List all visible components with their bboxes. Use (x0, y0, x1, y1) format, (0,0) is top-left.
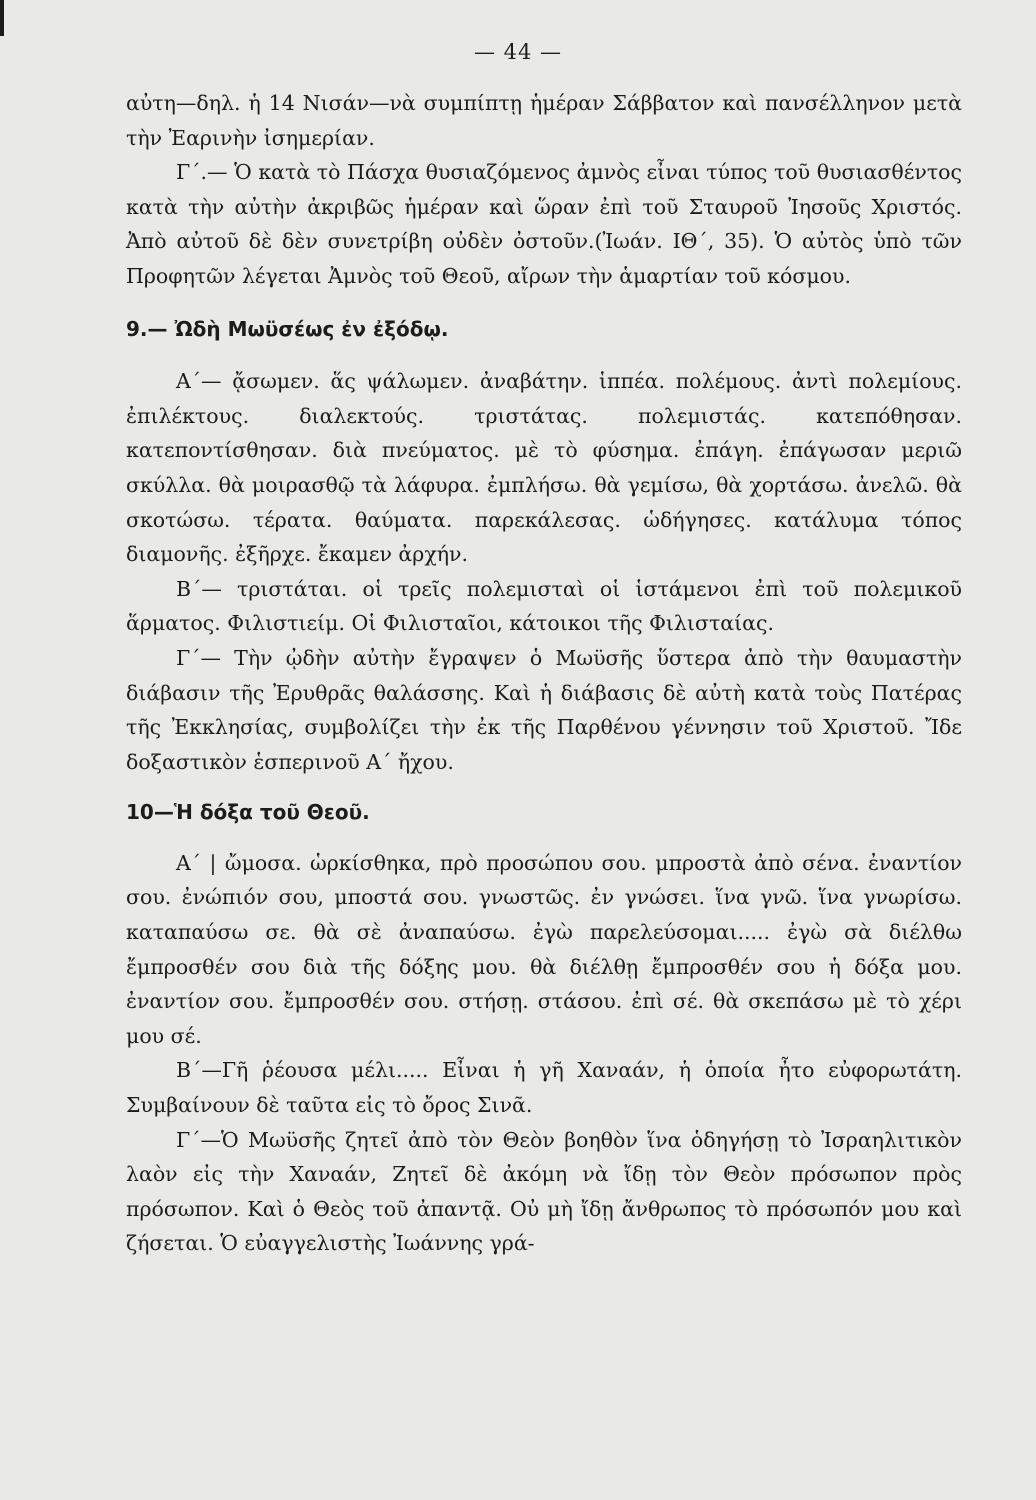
section-heading-9: 9.— Ὠδὴ Μωϋσέως ἐν ἐξόδῳ. (126, 316, 449, 341)
paragraph-9-beta: Β΄— τριστάται. οἱ τρεῖς πολεμισταὶ οἱ ἱστάμενοι ἐπὶ τοῦ πολεμικοῦ ἅρματος. Φιλιστιείμ. Οἱ Φιλισταῖοι, κάτοικοι τῆς Φιλισταίας. (126, 576, 962, 636)
section-heading-10: 10—Ἡ δόξα τοῦ Θεοῦ. (126, 800, 370, 825)
paragraph-10-beta: Β΄—Γῆ ῥέουσα μέλι..... Εἶναι ἡ γῆ Χαναάν, ἡ ὁποία ἦτο εὐφορωτάτη. Συμβαίνουν δὲ ταῦτα εἰς τὸ ὄρος Σινᾶ. (126, 1058, 962, 1118)
scan-edge-mark (0, 0, 4, 36)
paragraph-9-gamma: Γ΄— Τὴν ᾠδὴν αὐτὴν ἔγραψεν ὁ Μωϋσῆς ὕστερα ἀπὸ τὴν θαυμαστὴν διάβασιν τῆς Ἐρυθρᾶς θαλάσσης. Καὶ ἡ διάβασις δὲ αὐτὴ κατὰ τοὺς Πατέρας τῆς Ἐκκλησίας, συμβολίζει τὴν ἐκ τῆς Παρθένου γέννησιν τοῦ Χριστοῦ. Ἴδε δοξαστικὸν ἑσπερινοῦ Α΄ ἤχου. (126, 645, 962, 774)
paragraph-gamma: Γ΄.— Ὁ κατὰ τὸ Πάσχα θυσιαζόμενος ἀμνὸς εἶναι τύπος τοῦ θυσιασθέντος κατὰ τὴν αὐτὴν ἀκριβῶς ἡμέραν καὶ ὥραν ἐπὶ τοῦ Σταυροῦ Ἰησοῦς Χριστός. Ἀπὸ αὐτοῦ δὲ δὲν συνετρίβη οὐδὲν ὀστοῦν.(Ἰωάν. ΙΘ΄, 35). Ὁ αὐτὸς ὑπὸ τῶν Προφητῶν λέγεται Ἀμνὸς τοῦ Θεοῦ, αἴρων τὴν ἁμαρτίαν τοῦ κόσμου. (126, 160, 962, 288)
paragraph-continuation: αὐτη—δηλ. ἡ 14 Νισάν—νὰ συμπίπτῃ ἡμέραν Σάββατον καὶ πανσέλληνον μετὰ τὴν Ἐαρινὴν ἰσημερίαν. (126, 91, 962, 150)
paragraph-10-gamma: Γ΄—Ὁ Μωϋσῆς ζητεῖ ἀπὸ τὸν Θεὸν βοηθὸν ἵνα ὁδηγήσῃ τὸ Ἰσραηλιτικὸν λαὸν εἰς τὴν Χαναάν, Ζητεῖ δὲ ἀκόμη νὰ ἴδῃ τὸν Θεὸν πρόσωπον πρὸς πρόσωπον. Καὶ ὁ Θεὸς τοῦ ἀπαντᾷ. Οὐ μὴ ἴδῃ ἄνθρωπος τὸ πρόσωπόν μου καὶ ζήσεται. Ὁ εὐαγγελιστὴς Ἰωάννης γρά- (126, 1127, 962, 1256)
paragraph-9-alpha: Α΄— ᾄσωμεν. ἅς ψάλωμεν. ἀναβάτην. ἱππέα. πολέμους. ἀντὶ πολεμίους. ἐπιλέκτους. διαλεκτούς. τριστάτας. πολεμιστάς. κατεπόθησαν. κατεποντίσθησαν. διὰ πνεύματος. μὲ τὸ φύσημα. ἐπάγη. ἐπάγωσαν μεριῶ σκύλλα. θὰ μοιρασθῷ τὰ λάφυρα. ἐμπλήσω. θὰ γεμίσω, θὰ χορτάσω. ἀνελῶ. θὰ σκοτώσω. τέρατα. θαύματα. παρεκάλεσας. ὡδήγησες. κατάλυμα τόπος διαμονῆς. ἐξῆρχε. ἔκαμεν ἀρχήν. (126, 369, 962, 567)
page-text (126, 86, 962, 1261)
page-number: — 44 — (473, 40, 563, 64)
paragraph-10-alpha: Α΄ | ὤμοσα. ὡρκίσθηκα, πρὸ προσώπου σου. μπροστὰ ἀπὸ σένα. ἐναντίον σου. ἐνώπιόν σου, μποστά σου. γνωστῶς. ἐν γνώσει. ἵνα γνῶ. ἵνα γνωρίσω. καταπαύσω σε. θὰ σὲ ἀναπαύσω. ἐγὼ παρελεύσομαι..... ἐγὼ σὰ διέλθω ἔμπροσθέν σου διὰ τῆς δόξης μου. θὰ διέλθῃ ἔμπροσθέν σου ἡ δόξα μου. ἐναντίον σου. ἔμπροσθέν σου. στήσῃ. στάσου. ἐπὶ σέ. θὰ σκεπάσω μὲ τὸ χέρι μου σέ. (126, 850, 962, 1048)
